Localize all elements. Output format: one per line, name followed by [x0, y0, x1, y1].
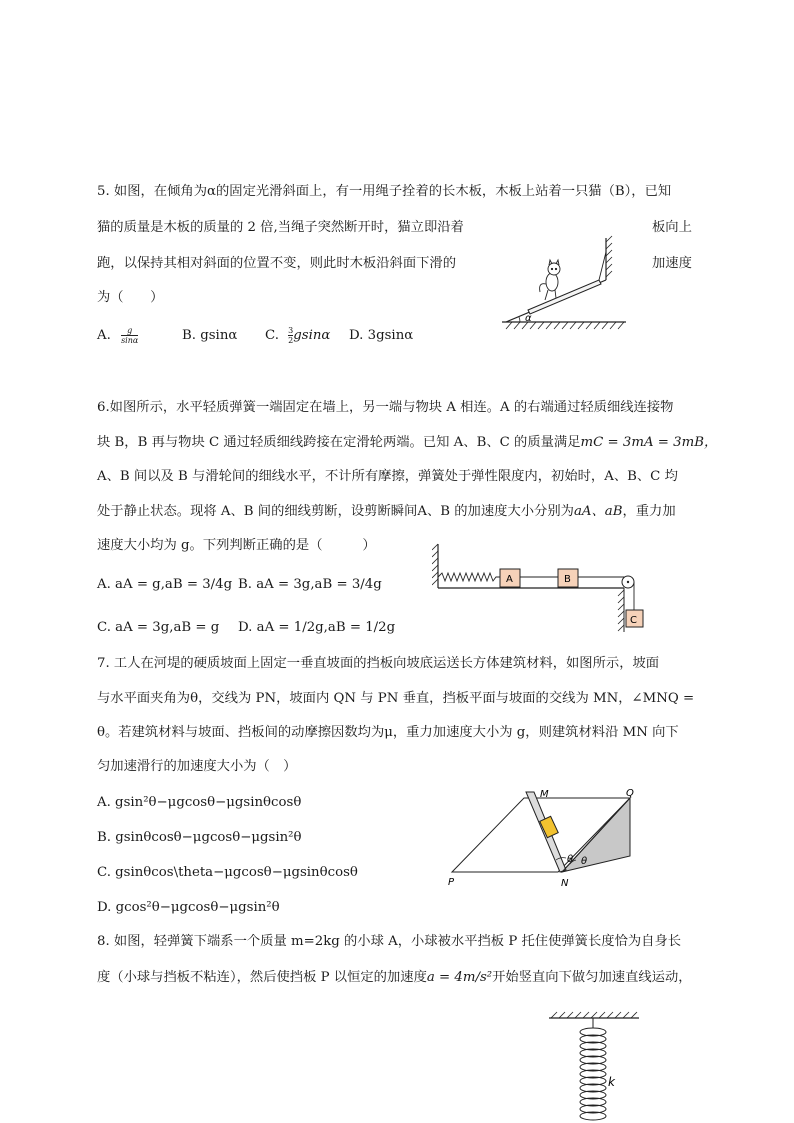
- q7-label-p: P: [448, 877, 455, 888]
- q8-label-k: k: [608, 1075, 615, 1089]
- q5-option-a-denominator: sinα: [121, 336, 139, 345]
- q7-option-d: D. gcos²θ−μgcosθ−μgsin²θ: [97, 900, 280, 915]
- q6-option-a: A. aA = g,aB = 3/4g: [97, 577, 233, 592]
- q7-label-q: Q: [626, 788, 634, 799]
- q6-line-1: 6.如图所示，水平轻质弹簧一端固定在墙上，另一端与物块 A 相连。A 的右端通过轻质细线连接物: [97, 400, 674, 415]
- q5-option-a-numerator: g: [121, 326, 138, 336]
- q5-cat-icon: [540, 260, 560, 300]
- q6-block-b-label: B: [564, 574, 571, 585]
- q5-option-c-label: C.: [265, 328, 279, 343]
- q5-line-2a: 猫的质量是木板的质量的 2 倍,当绳子突然断开时，猫立即沿着: [97, 220, 464, 235]
- q6-option-d: D. aA = 1/2g,aB = 1/2g: [238, 620, 396, 635]
- q6-line-5: 速度大小均为 g。下列判断正确的是（ ）: [97, 538, 376, 553]
- q6-line-4-text-b: ，重力加: [622, 504, 676, 519]
- q8-spring: [580, 1028, 606, 1120]
- q5-line-4: 为（ ）: [97, 290, 164, 305]
- q8-line-1: 8. 如图，轻弹簧下端系一个质量 m=2kg 的小球 A，小球被水平挡板 P 托住使弹簧长度恰为自身长: [97, 934, 682, 949]
- q5-option-c-numerator: 3: [288, 326, 294, 335]
- q7-label-m: M: [540, 789, 549, 800]
- q7-line-1: 7. 工人在河堤的硬质坡面上固定一垂直坡面的挡板向坡底运送长方体建筑材料，如图所示，坡面: [97, 656, 660, 671]
- q5-line-1: 5. 如图，在倾角为α的固定光滑斜面上，有一用绳子拴着的长木板，木板上站着一只猫（B），已知: [97, 184, 672, 199]
- q7-label-theta-1: θ: [567, 854, 574, 865]
- q5-line-3b: 加速度: [652, 256, 692, 271]
- q6-acceleration-symbols: aA、aB: [573, 504, 623, 519]
- q8-line-2-text-a: 度（小球与挡板不粘连），然后使挡板 P 以恒定的加速度: [97, 970, 427, 985]
- q6-line-4: [97, 502, 676, 522]
- q7-line-3: θ。若建筑材料与坡面、挡板间的动摩擦因数均为μ，重力加速度大小为 g，则建筑材料沿 MN 向下: [97, 725, 679, 740]
- q5-alpha-label: α: [525, 313, 532, 324]
- q5-incline-figure: [498, 232, 630, 332]
- q7-option-c: C. gsinθcos\theta−μgcosθ−μgsinθcosθ: [97, 865, 358, 880]
- q5-line-3a: 跑，以保持其相对斜面的位置不变，则此时木板沿斜面下滑的: [97, 256, 457, 271]
- q5-board: [528, 280, 601, 314]
- q7-label-theta-2: θ: [581, 856, 588, 867]
- q5-option-a-fraction: [121, 326, 138, 345]
- q5-option-c: [265, 326, 330, 346]
- q6-spring-blocks-figure: [432, 540, 654, 636]
- q6-option-b: B. aA = 3g,aB = 3/4g: [238, 577, 382, 592]
- q5-option-a: [97, 326, 138, 346]
- q6-option-c: C. aA = 3g,aB = g: [97, 620, 220, 635]
- q5-option-a-label: A.: [97, 328, 111, 343]
- q5-option-d: D. 3gsinα: [349, 328, 414, 343]
- q6-mass-relation: mC = 3mA = 3mB，: [580, 435, 718, 450]
- q7-label-n: N: [561, 878, 569, 889]
- q6-block-a-label: A: [506, 574, 513, 585]
- q5-option-b: B. gsinα: [182, 328, 238, 343]
- q7-slope-figure: [442, 784, 642, 894]
- q6-line-2-text: 块 B，B 再与物块 C 通过轻质细线跨接在定滑轮两端。已知 A、B、C 的质量满足: [97, 435, 581, 450]
- q7-option-b: B. gsinθcosθ−μgcosθ−μgsin²θ: [97, 830, 302, 845]
- q6-line-2: [97, 433, 717, 453]
- q5-rope: [599, 252, 606, 280]
- q8-line-2: [97, 968, 692, 988]
- q8-acceleration-value: a = 4m/s²: [426, 970, 493, 985]
- q6-line-4-text-a: 处于静止状态。现将 A、B 间的细线剪断，设剪断瞬间A、B 的加速度大小分别为: [97, 504, 574, 519]
- q5-line-2b: 板向上: [652, 220, 692, 235]
- q7-option-a: A. gsin²θ−μgcosθ−μgsinθcosθ: [97, 795, 302, 810]
- q8-line-2-text-b: 开始竖直向下做匀加速直线运动，: [492, 970, 692, 985]
- q6-spring: [438, 573, 500, 581]
- q7-line-2: 与水平面夹角为θ，交线为 PN，坡面内 QN 与 PN 垂直，挡板平面与坡面的交线为 MN，∠MNQ =: [97, 691, 695, 706]
- q6-block-c-label: C: [630, 615, 637, 626]
- q6-line-3: A、B 间以及 B 与滑轮间的细线水平，不计所有摩擦，弹簧处于弹性限度内，初始时，A、B、C 均: [97, 469, 678, 484]
- q5-option-c-rest: gsinα: [293, 328, 331, 343]
- q5-ground-hatch: [506, 322, 624, 329]
- q7-line-4: 匀加速滑行的加速度大小为（ ）: [97, 759, 297, 774]
- q8-spring-figure: [545, 1010, 645, 1123]
- q5-option-c-denominator: 2: [288, 336, 294, 345]
